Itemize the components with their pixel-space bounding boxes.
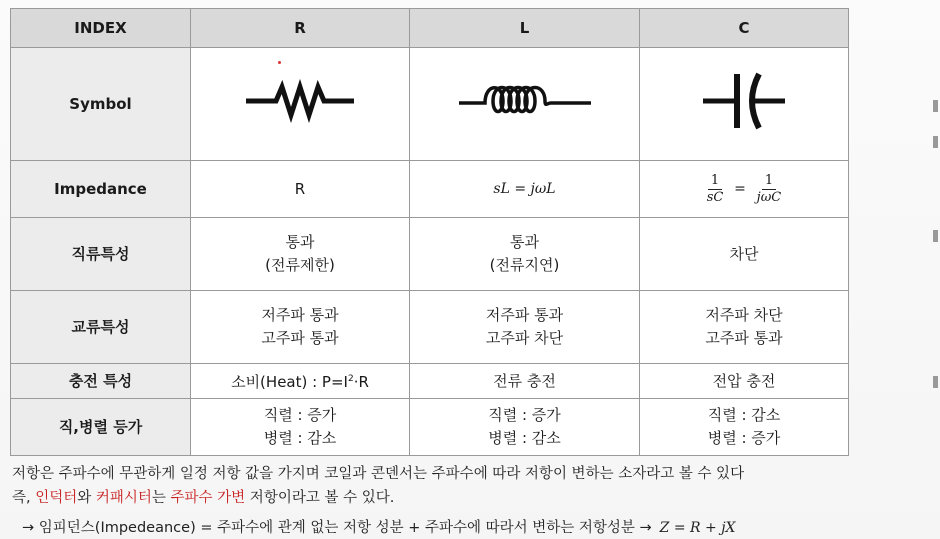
ac-r-line1: 저주파 통과 <box>261 306 339 324</box>
impedance-label: Impedance <box>11 161 191 218</box>
equivalent-l-line1: 직렬 : 증가 <box>488 406 561 424</box>
line2-is: 는 <box>151 490 171 506</box>
charge-c: 전압 충전 <box>640 364 849 399</box>
dc-l <box>410 218 640 291</box>
charge-r <box>191 364 410 399</box>
symbol-row <box>11 48 849 161</box>
line3-text: → 임피던스(Impedeance) = 주파수에 관계 없는 저항 성분 + 주파수에 따라서 변하는 저항성분 → <box>22 520 652 536</box>
line2-capacitor: 커패시터 <box>95 490 152 506</box>
paragraph-line-1: 저항은 주파수에 무관하게 일정 저항 값을 가지며 코일과 콘덴서는 주파수에 따라 저항이 변하는 소자라고 볼 수 있다 <box>12 466 745 482</box>
dc-r-line1: 통과 <box>285 233 315 251</box>
charge-r-suffix: ·R <box>353 373 369 391</box>
right-edge-fragment <box>930 90 940 390</box>
impedance-l: sL = jωL <box>410 161 640 218</box>
ac-c <box>640 291 849 364</box>
comparison-table-wrapper <box>10 8 848 456</box>
dc-l-line2: (전류지연) <box>489 256 560 274</box>
dc-label: 직류특성 <box>11 218 191 291</box>
equivalent-c-line2: 병렬 : 증가 <box>707 429 781 447</box>
capacitor-symbol-cell <box>640 48 849 161</box>
header-l: L <box>410 9 640 48</box>
impedance-row <box>11 161 849 218</box>
paragraph-line-2 <box>12 486 394 507</box>
equivalent-l-line2: 병렬 : 감소 <box>488 429 561 447</box>
inductor-symbol-icon <box>455 71 595 131</box>
header-c: C <box>640 9 849 48</box>
charge-r-prefix: 소비(Heat) : P=I <box>231 373 348 391</box>
line2-inductor: 인덕터 <box>35 490 78 506</box>
symbol-label: Symbol <box>11 48 191 161</box>
line2-variable: 주파수 가변 <box>170 490 246 506</box>
ac-r <box>191 291 410 364</box>
impedance-c-frac-right <box>754 173 785 206</box>
resistor-symbol-cell <box>191 48 410 161</box>
dc-l-line1: 통과 <box>510 233 539 251</box>
dc-r <box>191 218 410 291</box>
line2-prefix: 즉, <box>12 490 36 506</box>
dc-c-line1: 차단 <box>729 244 759 263</box>
ac-c-line2: 고주파 통과 <box>705 329 783 347</box>
equivalent-l <box>410 399 640 456</box>
inductor-symbol-cell <box>410 48 640 161</box>
impedance-c-num-right: 1 <box>762 173 776 190</box>
line2-suffix: 저항이라고 볼 수 있다. <box>245 490 395 506</box>
equivalent-r <box>191 399 410 456</box>
equivalent-r-line1: 직렬 : 증가 <box>263 406 337 424</box>
stray-red-dot <box>278 61 281 64</box>
equivalent-r-line2: 병렬 : 감소 <box>263 429 337 447</box>
line2-and: 와 <box>77 490 96 506</box>
header-r: R <box>191 9 410 48</box>
ac-r-line2: 고주파 통과 <box>261 329 339 347</box>
ac-characteristic-row <box>11 291 849 364</box>
equivalent-c <box>640 399 849 456</box>
header-index: INDEX <box>11 9 191 48</box>
ac-label: 교류특성 <box>11 291 191 364</box>
equivalent-row <box>11 399 849 456</box>
resistor-symbol-icon <box>240 71 360 131</box>
ac-l <box>410 291 640 364</box>
impedance-c-num-left: 1 <box>708 173 722 190</box>
equivalent-c-line1: 직렬 : 감소 <box>707 406 781 424</box>
charge-label: 충전 특성 <box>11 364 191 399</box>
charge-r-sup: 2 <box>347 374 354 384</box>
impedance-c-equals: = <box>734 180 746 197</box>
paragraph-line-3 <box>22 516 736 537</box>
ac-c-line1: 저주파 차단 <box>705 306 783 324</box>
ac-l-line2: 고주파 차단 <box>485 329 564 347</box>
rlc-comparison-table <box>10 8 849 456</box>
dc-c <box>640 218 849 291</box>
equivalent-label: 직,병렬 등가 <box>11 399 191 456</box>
header-row <box>11 9 849 48</box>
dc-characteristic-row <box>11 218 849 291</box>
impedance-c <box>640 161 849 218</box>
charge-characteristic-row <box>11 364 849 399</box>
impedance-r: R <box>191 161 410 218</box>
capacitor-symbol-icon <box>699 66 789 136</box>
impedance-c-frac-left <box>704 173 727 206</box>
charge-l: 전류 충전 <box>410 364 640 399</box>
ac-l-line1: 저주파 통과 <box>485 306 564 324</box>
dc-r-line2: (전류제한) <box>265 256 335 274</box>
impedance-c-den-left: sC <box>706 189 724 205</box>
line3-formula: Z = R + jX <box>659 520 736 536</box>
impedance-c-den-right: jωC <box>756 189 782 205</box>
